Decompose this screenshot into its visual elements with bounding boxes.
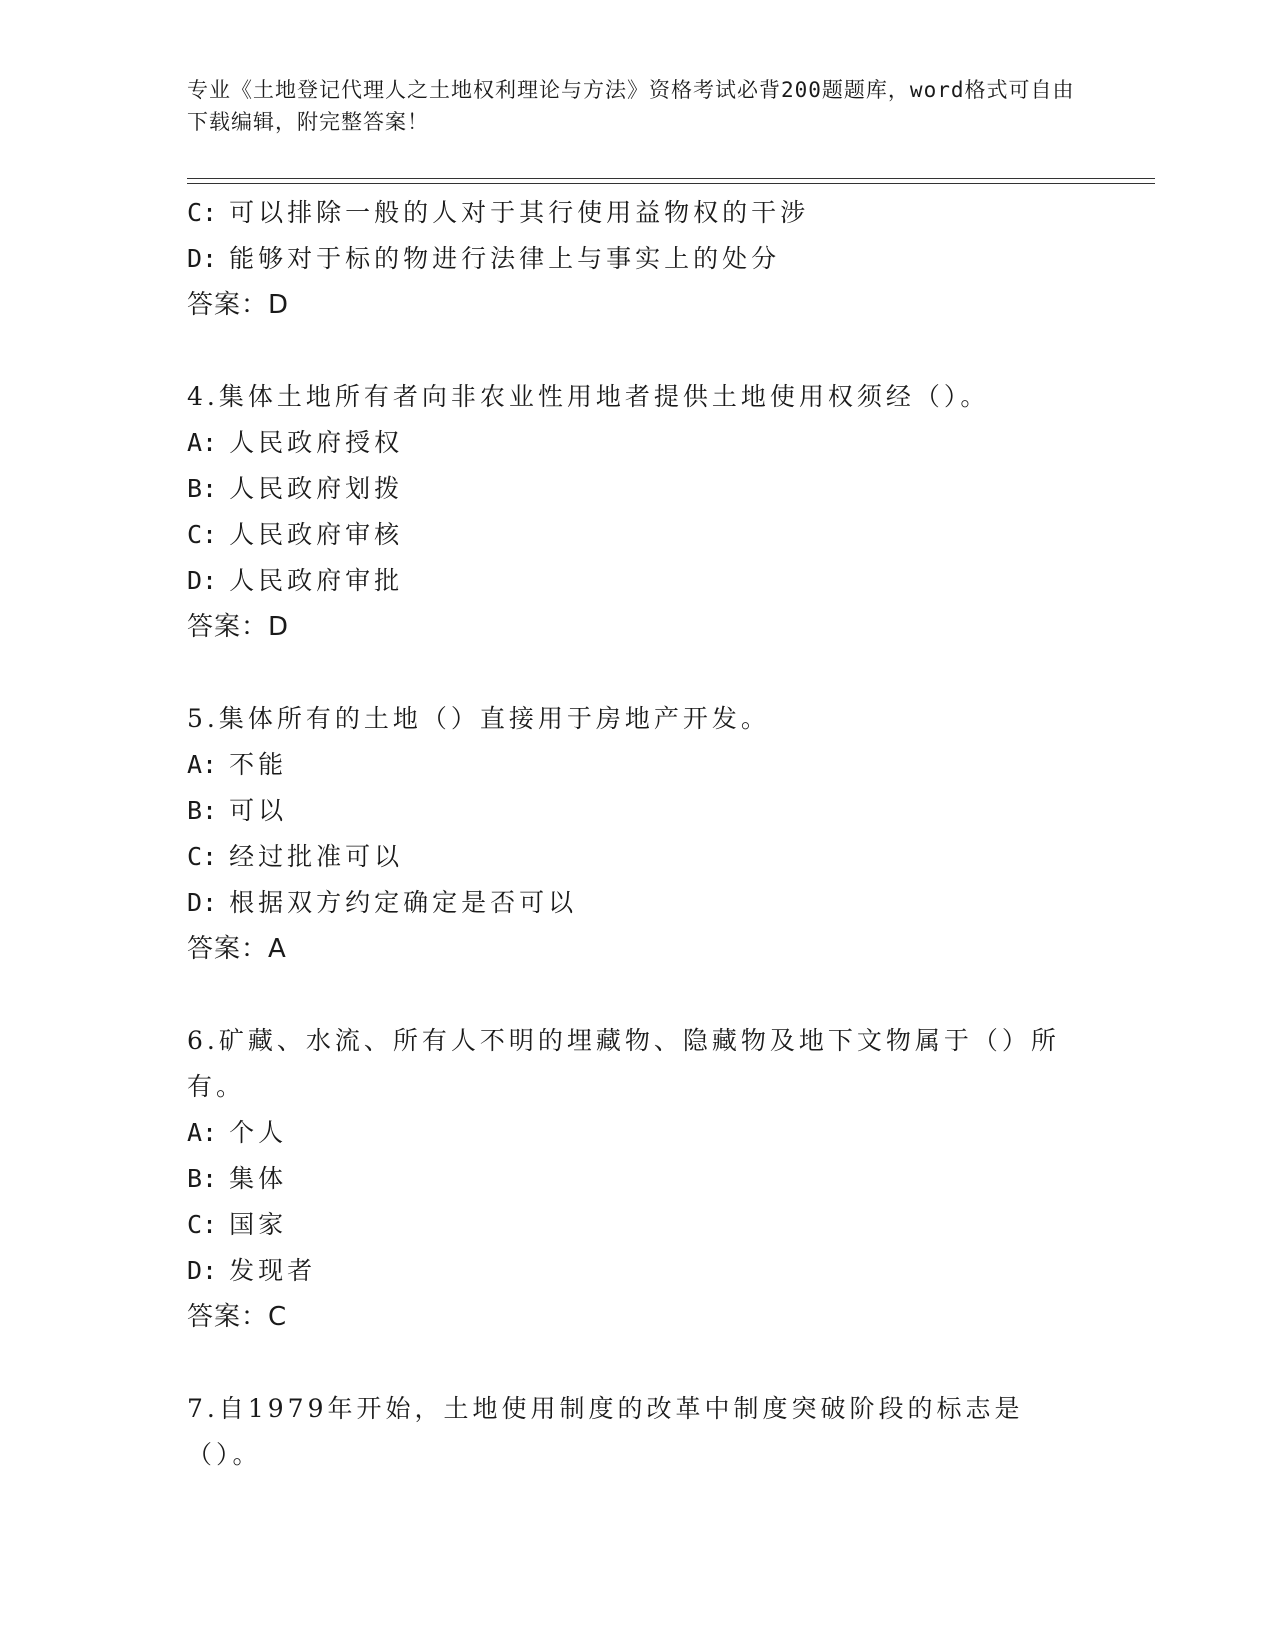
- question-stem: 5.集体所有的土地（）直接用于房地产开发。: [187, 704, 770, 733]
- question-3-fragment: [187, 190, 1067, 328]
- option-c: C: 人民政府审核: [187, 520, 404, 549]
- question-stem: 4.集体土地所有者向非农业性用地者提供土地使用权须经（）。: [187, 382, 990, 411]
- question-stem: 6.矿藏、水流、所有人不明的埋藏物、隐藏物及地下文物属于（）所有。: [187, 1026, 1060, 1101]
- option-c: C: 可以排除一般的人对于其行使用益物权的干涉: [187, 198, 810, 227]
- option-d: D: 人民政府审批: [187, 566, 404, 595]
- option-d: D: 能够对于标的物进行法律上与事实上的处分: [187, 244, 781, 273]
- question-5: [187, 696, 1067, 972]
- answer-line: 答案：D: [187, 612, 290, 642]
- option-d: D: 发现者: [187, 1256, 317, 1285]
- option-a: A: 人民政府授权: [187, 428, 404, 457]
- option-b: B: 集体: [187, 1164, 288, 1193]
- header-divider-bottom: [187, 183, 1155, 184]
- answer-line: 答案：D: [187, 290, 290, 320]
- question-6: [187, 1018, 1067, 1340]
- option-a: A: 不能: [187, 750, 288, 779]
- question-stem: 7.自1979年开始，土地使用制度的改革中制度突破阶段的标志是（）。: [187, 1394, 1024, 1469]
- header-divider-top: [187, 178, 1155, 179]
- question-4: [187, 374, 1067, 650]
- option-b: B: 人民政府划拨: [187, 474, 404, 503]
- document-title: 专业《土地登记代理人之土地权利理论与方法》资格考试必背200题题库，word格式可自由下载编辑，附完整答案！: [187, 78, 1075, 134]
- question-list: [187, 190, 1067, 1478]
- option-b: B: 可以: [187, 796, 288, 825]
- answer-line: 答案：C: [187, 1302, 288, 1332]
- option-d: D: 根据双方约定确定是否可以: [187, 888, 578, 917]
- option-c: C: 经过批准可以: [187, 842, 404, 871]
- answer-line: 答案：A: [187, 934, 287, 964]
- option-a: A: 个人: [187, 1118, 288, 1147]
- question-7: [187, 1386, 1067, 1478]
- option-c: C: 国家: [187, 1210, 288, 1239]
